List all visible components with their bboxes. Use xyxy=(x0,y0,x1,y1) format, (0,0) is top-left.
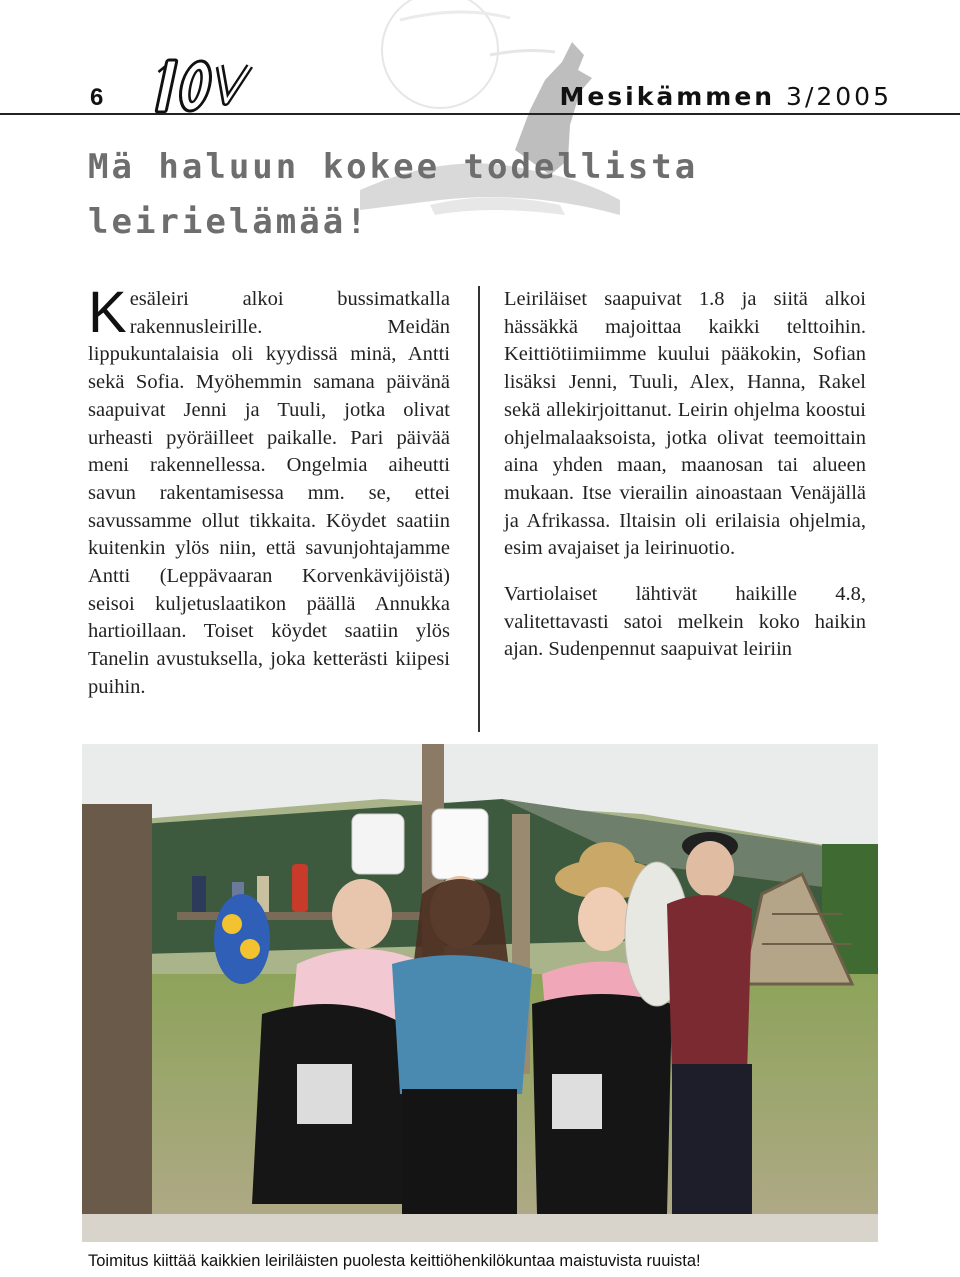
magazine-masthead xyxy=(559,82,892,111)
header-rule xyxy=(0,113,960,115)
photo-caption: Toimitus kiittää kaikkien leiriläisten puolesta keittiöhenkilökuntaa maistuvista ruuista! xyxy=(88,1252,701,1270)
left-paragraph-1-text: esäleiri alkoi bussimatkalla rakennusleirille. Meidän lippukuntalaisia oli kyydissä minä, Antti sekä Sofia. Myöhemmin samana päivänä saapuivat Jenni ja Tuuli, jotka olivat urheasti pyöräilleet paikalle. Pari päivää meni rakennellessa. Ongelmia aiheutti savun rakentamisessa mm. se, ettei savussamme ollut tikkaita. Köydet saatiin kuitenkin ylös niin, että savunjohtajamme Antti (Leppävaaran Korvenkävijöistä) seisoi kuljetuslaatikon päällä Annukka hartioillaan. Toiset köydet saatiin ylös Tanelin avustuksella, joka ketterästi kiipesi puihin. xyxy=(88,288,450,698)
right-column xyxy=(504,286,866,664)
column-divider xyxy=(478,286,480,732)
right-paragraph-2: Vartiolaiset lähtivät haikille 4.8, valitettavasti satoi melkein koko haikin ajan. Sudenpennut saapuivat leiriin xyxy=(504,583,866,661)
article-title: Mä haluun kokee todellista leirielämää! xyxy=(88,147,699,242)
magazine-name: Mesikämmen xyxy=(559,82,776,111)
left-column xyxy=(88,280,450,702)
drop-cap: K xyxy=(88,280,127,345)
kitchen-team-photo xyxy=(82,744,878,1242)
issue-number: 3/2005 xyxy=(786,82,892,111)
right-paragraph-1: Leiriläiset saapuivat 1.8 ja siitä alkoi hässäkkä majoittaa kaikki telttoihin. Keittiötiimiimme kuului pääkokin, Sofian lisäksi Jenni, Tuuli, Alex, Hanna, Rakel sekä allekirjoittanut. Leirin ohjelma koostui ohjelmalaaksoista, jotka olivat teemoittain aina yhden maan, maanosan tai alueen mukaan. Itse vierailin ainoastaan Venäjällä ja Afrikassa. Iltaisin oli erilaisia ohjelmia, esim avajaiset ja leirinuotio. xyxy=(504,288,866,560)
page-number: 6 xyxy=(90,84,104,111)
anniversary-logo xyxy=(148,46,268,118)
left-paragraph-1 xyxy=(88,280,450,702)
